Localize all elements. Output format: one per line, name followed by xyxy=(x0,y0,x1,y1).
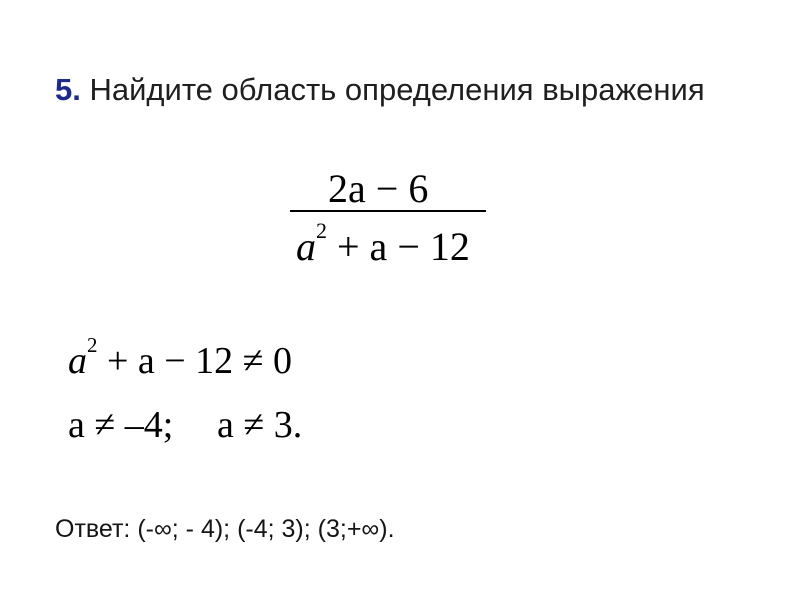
problem-statement xyxy=(55,72,705,108)
denominator-exponent: 2 xyxy=(316,217,327,243)
problem-number: 5. xyxy=(55,72,81,107)
domain-condition xyxy=(68,333,293,383)
denominator-rest: + a − 12 xyxy=(327,224,470,269)
numerator-text: 2a − 6 xyxy=(328,166,429,211)
problem-text: Найдите область определения выражения xyxy=(80,72,705,107)
fraction-line xyxy=(290,210,486,212)
answer-label: Ответ: xyxy=(55,515,131,543)
fraction-numerator xyxy=(328,165,428,212)
denominator-variable: a xyxy=(296,224,316,269)
condition-exponent: 2 xyxy=(87,333,98,358)
excluded-value-2: a ≠ 3. xyxy=(217,404,303,446)
answer-line xyxy=(55,515,395,544)
condition-rest: + a − 12 ≠ 0 xyxy=(97,340,293,382)
fraction-denominator xyxy=(296,217,470,270)
answer-value: (-∞; - 4); (-4; 3); (3;+∞). xyxy=(130,515,395,543)
excluded-value-1: a ≠ –4; xyxy=(68,404,174,446)
condition-variable: a xyxy=(68,340,87,382)
